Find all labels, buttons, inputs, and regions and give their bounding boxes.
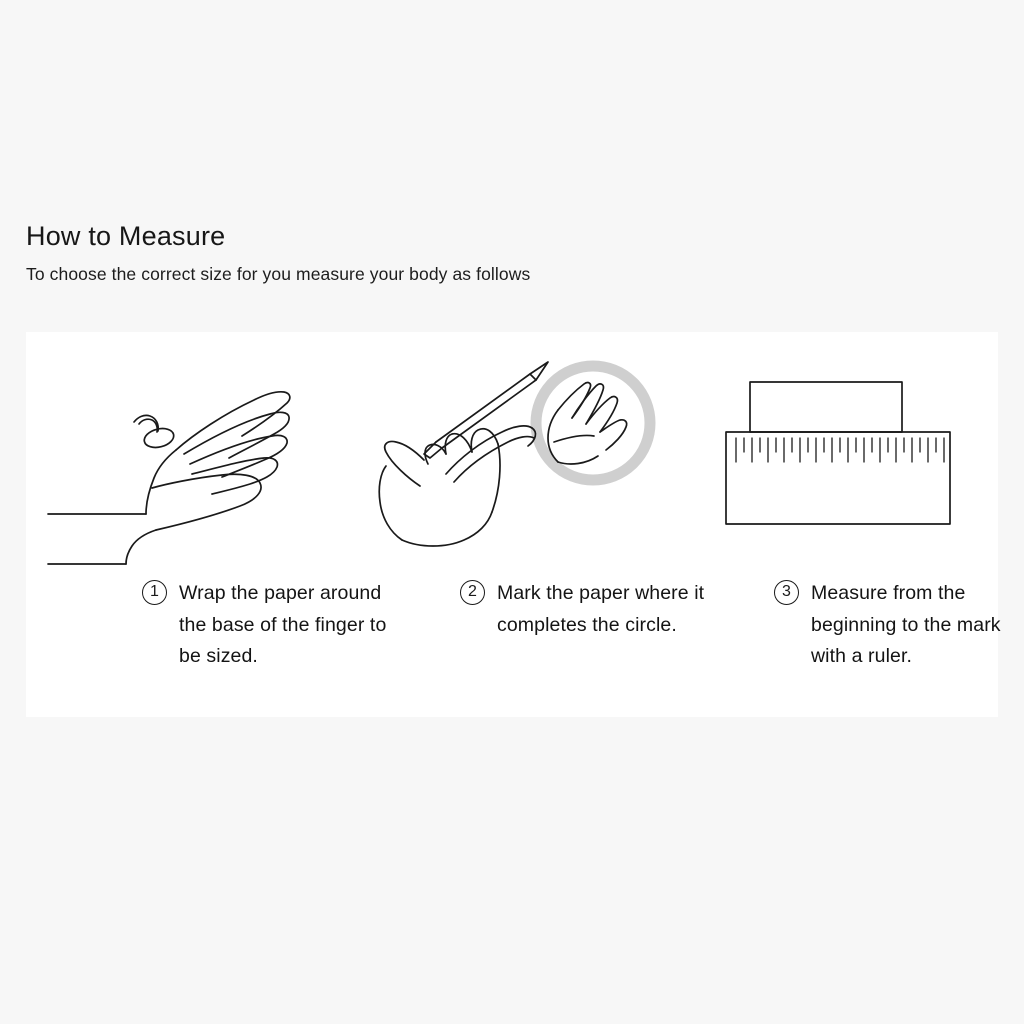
hand-marking-paper-icon	[350, 338, 674, 568]
page-subtitle: To choose the correct size for you measure your body as follows	[26, 263, 531, 284]
paper-strip-on-ruler-icon	[674, 338, 998, 568]
step-item	[26, 332, 387, 717]
page-title: How to Measure	[26, 221, 226, 251]
step-text: Measure from the beginning to the mark with a ruler.	[811, 582, 1001, 668]
steps-panel	[26, 332, 1001, 717]
step-item	[350, 332, 705, 717]
step-number: 2	[460, 580, 485, 605]
step-number: 3	[774, 580, 799, 605]
step-caption	[774, 578, 1024, 673]
guide-header	[26, 222, 966, 285]
steps-list	[26, 332, 1001, 717]
step-text: Mark the paper where it completes the circle.	[497, 582, 705, 636]
step-text: Wrap the paper around the base of the finger to be sized.	[179, 582, 387, 668]
hand-with-paper-strip-icon	[26, 338, 350, 568]
step-item	[674, 332, 1001, 717]
step-number: 1	[142, 580, 167, 605]
